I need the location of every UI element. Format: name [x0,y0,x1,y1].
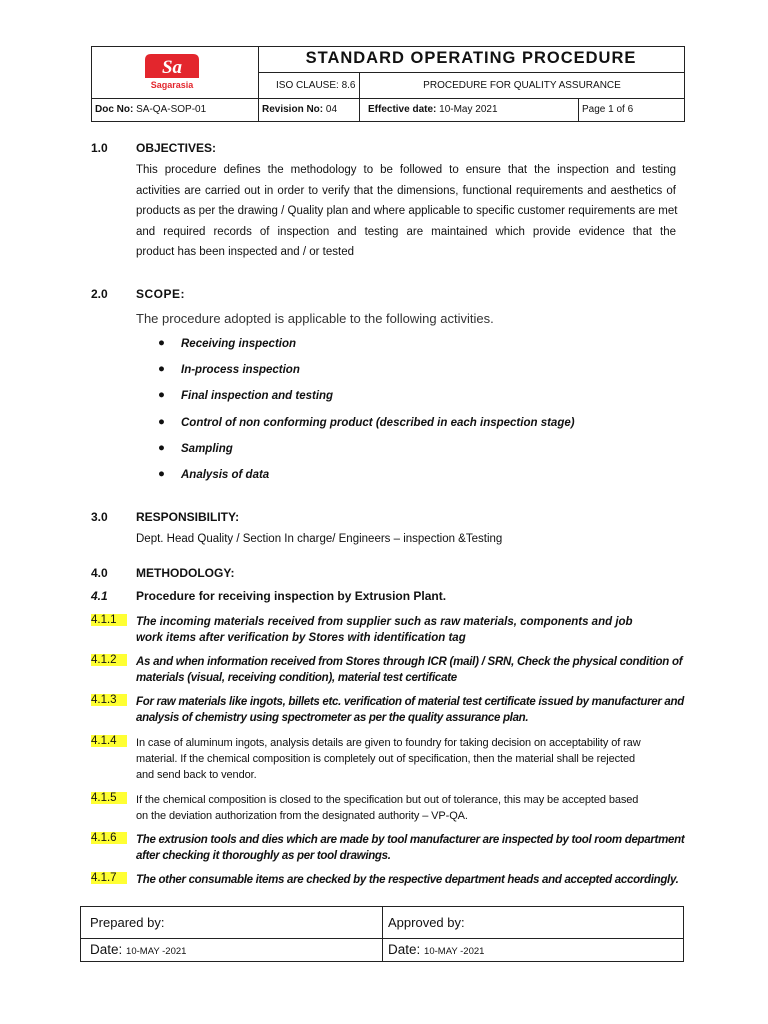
svg-text:Sagarasia: Sagarasia [150,80,194,90]
document-header-table [91,46,685,122]
item-number-highlight: 4.1.4 [91,735,127,747]
page-indicator: Page 1 of 6 [582,104,634,115]
approved-date [388,942,484,957]
item-line: materials (visual, receiving condition), material test certificate [136,672,457,684]
section-number: 2.0 [91,287,108,301]
doc-number [95,104,206,115]
item-number [91,872,127,884]
effective-date [368,104,498,115]
paragraph-line: and required records of inspection and testing are maintained which provide evidence that the [136,225,676,238]
subsection-number: 4.1 [91,589,108,603]
item-line: As and when information received from Stores through ICR (mail) / SRN, Check the physical condition of [136,656,683,668]
item-line: after checking it thoroughly as per tool drawings. [136,850,391,862]
item-number-highlight: 4.1.6 [91,832,127,844]
doc-number-label: Doc No: [95,104,134,115]
bullet-icon: ● [158,337,165,349]
item-number-highlight: 4.1.5 [91,792,127,804]
scope-item: Analysis of data [181,469,270,481]
prepared-by-label: Prepared by: [90,915,165,930]
bullet-icon: ● [158,389,165,401]
scope-item: Sampling [181,443,233,455]
methodology-item [136,792,681,824]
scope-item: In-process inspection [181,364,300,376]
divider [92,98,684,99]
bullet-icon: ● [158,363,165,375]
item-number-highlight: 4.1.2 [91,654,127,666]
item-number [91,694,127,706]
bullet-icon: ● [158,442,165,454]
document-title: STANDARD OPERATING PROCEDURE [305,49,637,67]
paragraph-line: product has been inspected and / or tested [136,246,355,258]
revision-number [262,104,337,115]
paragraph-line: This procedure defines the methodology to be followed to ensure that the inspection and testing [136,164,676,176]
section-title-methodology: METHODOLOGY: [136,566,235,580]
methodology-item [136,614,681,646]
signature-table [80,906,684,962]
subsection-title: Procedure for receiving inspection by Extrusion Plant. [136,589,447,603]
doc-number-value: SA-QA-SOP-01 [136,104,207,115]
item-number-highlight: 4.1.3 [91,694,127,706]
scope-item: Receiving inspection [181,338,297,350]
item-line: For raw materials like ingots, billets etc. verification of material test certificate issued by manufacturer and [136,696,684,708]
date-label: Date: [90,942,123,957]
item-line: The other consumable items are checked by the respective department heads and accepted accordingly. [136,874,679,886]
revision-value: 04 [325,104,338,115]
objectives-paragraph [136,160,676,263]
item-number-highlight: 4.1.7 [91,872,127,884]
item-line: material. If the chemical composition is completely out of specification, then the material shall be rejected [136,753,636,765]
revision-label: Revision No: [262,104,324,115]
paragraph-line: activities are carried out in order to verify that the dimensions, functional requirements and aesthetics of [136,184,676,197]
company-logo [143,52,201,92]
bullet-icon: ● [158,416,165,428]
divider [258,72,684,73]
item-number [91,654,127,666]
section-number: 4.0 [91,566,108,580]
item-number [91,832,127,844]
divider [382,907,383,961]
scope-item: Control of non conforming product (described in each inspection stage) [181,417,575,429]
item-line: and send back to vendor. [136,769,257,781]
item-number [91,792,127,804]
item-line: In case of aluminum ingots, analysis details are given to foundry for taking decision on acceptability of raw [136,737,641,749]
section-title-scope: SCOPE: [136,287,186,301]
sagarasia-logo-icon [143,52,201,92]
iso-clause: ISO CLAUSE: 8.6 [276,80,356,91]
section-number: 3.0 [91,510,108,524]
scope-intro: The procedure adopted is applicable to the following activities. [136,311,494,326]
svg-text:Sa: Sa [161,57,183,78]
item-line: work items after verification by Stores with identification tag [136,632,466,644]
item-line: The extrusion tools and dies which are made by tool manufacturer are inspected by tool room department [136,834,685,846]
procedure-name: PROCEDURE FOR QUALITY ASSURANCE [423,80,621,91]
methodology-item [136,654,681,686]
effective-date-value: 10-May 2021 [439,104,498,115]
item-number [91,735,127,747]
scope-item: Final inspection and testing [181,390,334,402]
paragraph-line: products as per the drawing / Quality plan and where applicable to specific customer requirements are met [136,205,678,217]
bullet-icon: ● [158,468,165,480]
divider [81,938,683,939]
methodology-item [136,735,681,783]
item-number [91,614,127,626]
item-line: The incoming materials received from supplier such as raw materials, components and job [136,616,633,628]
item-number-highlight: 4.1.1 [91,614,127,626]
prepared-date [90,942,186,957]
methodology-item [136,832,685,864]
item-line: If the chemical composition is closed to the specification but out of tolerance, this may be accepted based [136,794,639,806]
section-number: 1.0 [91,141,108,155]
item-line: on the deviation authorization from the designated authority – VP-QA. [136,810,468,822]
divider [258,98,259,121]
date-value: 10-MAY -2021 [126,946,187,957]
methodology-item [136,872,681,888]
date-label: Date: [388,942,421,957]
section-title-responsibility: RESPONSIBILITY: [136,510,240,524]
item-line: analysis of chemistry using spectrometer as per the quality assurance plan. [136,712,529,724]
divider [359,98,360,121]
section-title-objectives: OBJECTIVES: [136,141,217,155]
methodology-item [136,694,684,726]
divider [578,98,579,121]
responsibility-text: Dept. Head Quality / Section In charge/ Engineers – inspection &Testing [136,533,503,545]
approved-by-label: Approved by: [388,915,465,930]
date-value: 10-MAY -2021 [424,946,485,957]
effective-date-label: Effective date: [368,104,437,115]
